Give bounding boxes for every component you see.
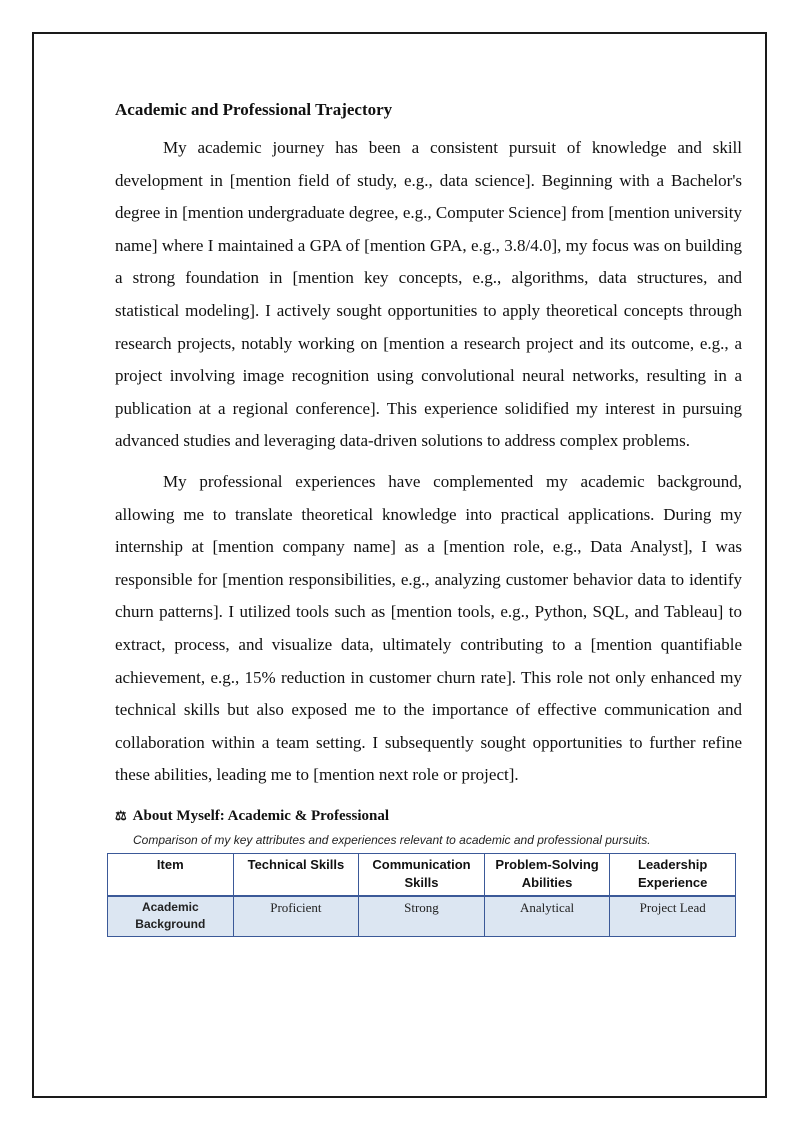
technical-skills-cell: Proficient <box>233 896 359 937</box>
table-title-text: About Myself: Academic & Professional <box>132 807 390 824</box>
balance-scale-icon: ⚖ <box>115 808 127 824</box>
paragraph-professional: My professional experiences have complemented my academic background, allowing me to translate theoretical knowledge into practical applications. During my internship at [mention company name] as a [mention role, e.g., Data Analyst], I was responsible for [mention responsibilities, e.g., analyzing customer behavior data to identify churn patterns]. I utilized tools such as [mention tools, e.g., Python, SQL, and Tableau] to extract, process, and visualize data, ultimately contributing to a [mention quantifiable achievement, e.g., 15% reduction in customer churn rate]. This role not only enhanced my technical skills but also exposed me to the importance of effective communication and collaboration within a team setting. I subsequently sought opportunities to further refine these abilities, leading me to [mention next role or project]. <box>115 471 742 785</box>
paragraph-academic: My academic journey has been a consistent pursuit of knowledge and skill development in [mention field of study, e.g., data science]. Beginning with a Bachelor's degree in [mention undergraduate degree, e.g., Computer Science] from [mention university name] where I maintained a GPA of [mention GPA, e.g., 3.8/4.0], my focus was on building a strong foundation in [mention key concepts, e.g., algorithms, data structures, and statistical modeling]. I actively sought opportunities to apply theoretical concepts through research projects, notably working on [mention a research project and its outcome, e.g., a project involving image recognition using convolutional neural networks, resulting in a publication at a regional conference]. This experience solidified my interest in pursuing advanced studies and leveraging data-driven solutions to address complex problems. <box>115 138 742 451</box>
leadership-cell: Project Lead <box>610 896 736 937</box>
table-caption: Comparison of my key attributes and experiences relevant to academic and professional pursuits. <box>133 832 651 847</box>
row-item-cell: Academic Background <box>108 896 234 937</box>
header-technical-skills: Technical Skills <box>233 853 359 896</box>
header-leadership: Leadership Experience <box>610 853 736 896</box>
header-problem-solving: Problem-Solving Abilities <box>484 853 610 896</box>
header-item: Item <box>108 853 234 896</box>
header-communication-skills: Communication Skills <box>359 853 485 896</box>
table-header-row <box>108 853 736 896</box>
table-row <box>108 896 736 937</box>
document-body <box>115 98 742 937</box>
table-title <box>115 808 742 825</box>
communication-skills-cell: Strong <box>359 896 485 937</box>
section-heading: Academic and Professional Trajectory <box>115 100 393 119</box>
attributes-table <box>107 853 736 937</box>
problem-solving-cell: Analytical <box>484 896 610 937</box>
